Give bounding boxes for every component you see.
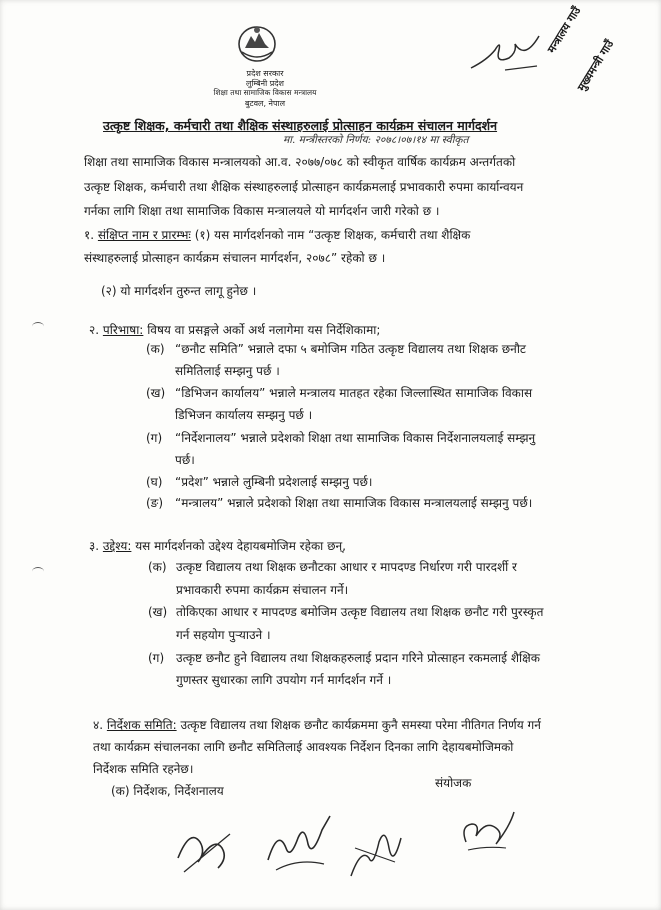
section-1-text: (१) यस मार्गदर्शनको नाम “उत्कृष्ट शिक्षक, कर्मचारी तथा शैक्षिक [194, 228, 471, 242]
section-1-line: संस्थाहरुलाई प्रोत्साहन कार्यक्रम संचालन मार्गदर्शन, २०७८” रहेको छ । [84, 251, 386, 265]
definition-label: (घ) [146, 475, 163, 489]
section-4-number: ४. [93, 718, 104, 732]
section-2-intro: विषय वा प्रसङ्गले अर्को अर्थ नलागेमा यस निर्देशिकामा; [147, 323, 381, 337]
seal-line: बुटवल, नेपाल [244, 99, 286, 108]
signature-4 [456, 806, 521, 861]
definition-text: “मन्त्रालय” भन्नाले प्रदेशको शिक्षा तथा सामाजिक विकास मन्त्रालयलाई सम्झनु पर्छ। [175, 496, 533, 510]
section-4-line: तथा कार्यक्रम संचालनका लागि छनौट समितिलाई आवश्यक निर्देशन दिनका लागि देहायबमोजिमको [93, 740, 514, 754]
objective-text: उत्कृष्ट विद्यालय तथा शिक्षक छनौटका आधार र मापदण्ड निर्धारण गरी पारदर्शी र [176, 560, 517, 574]
seal-line: शिक्षा तथा सामाजिक विकास मन्त्रालय [213, 88, 317, 97]
section-3-line [89, 536, 346, 556]
document-title: उत्कृष्ट शिक्षक, कर्मचारी तथा शैक्षिक संस्थाहरुलाई प्रोत्साहन कार्यक्रम संचालन मार्गदर्शन [103, 118, 498, 133]
section-4-line: निर्देशक समिति रहनेछ। [93, 762, 194, 776]
objective-text: तोकिएका आधार र मापदण्ड बमोजिम उत्कृष्ट विद्यालय तथा शिक्षक छनौट गरी पुरस्कृत [176, 605, 544, 619]
section-1-number: १. [84, 228, 95, 242]
definition-text: “प्रदेश” भन्नाले लुम्बिनी प्रदेशलाई सम्झनु पर्छ। [175, 475, 373, 489]
definition-text: पर्छ। [175, 453, 195, 467]
objective-text: गर्न सहयोग पुऱ्याउने । [176, 628, 271, 642]
seal-line: लुम्बिनी प्रदेश [246, 79, 284, 88]
signature-top-right [465, 30, 545, 80]
stamp-line: मन्त्रालय गाउँ [544, 4, 584, 56]
seal-line: प्रदेश सरकार [246, 69, 284, 78]
section-3-heading: उद्देश्य: [102, 539, 132, 553]
approval-stamp [534, 4, 654, 100]
objective-text: गुणस्तर सुधारका लागि उपयोग गर्न मार्गदर्शन गर्ने । [176, 673, 392, 687]
objective-label: (क) [148, 560, 167, 574]
objective-text: उत्कृष्ट छनौट हुने विद्यालय तथा शिक्षकहरुलाई प्रदान गरिने प्रोत्साहन रकमलाई शैक्षिक [176, 651, 540, 665]
section-4-heading: निर्देशक समिति: [106, 718, 177, 732]
government-seal-emblem [228, 22, 286, 68]
definition-label: (ङ) [146, 496, 164, 510]
definition-text: समितिलाई सम्झनु पर्छ । [175, 364, 280, 378]
section-1-heading: संक्षिप्त नाम र प्रारम्भः [97, 228, 191, 242]
section-4-text: उत्कृष्ट विद्यालय तथा शिक्षक छनौट कार्यक्रममा कुनै समस्या परेमा नीतिगत निर्णय गर्न [180, 718, 541, 732]
punch-hole-mark [32, 567, 44, 576]
section-4-line [93, 715, 541, 735]
definition-text: डिभिजन कार्यालय सम्झनु पर्छ । [175, 408, 313, 422]
objective-label: (ग) [148, 651, 165, 665]
punch-hole-mark [32, 322, 44, 331]
section-2-heading: परिभाषा: [102, 323, 144, 337]
stamp-line: मुख्यमन्त्री गाउँ [574, 37, 617, 94]
objective-label: (ख) [148, 605, 168, 619]
intro-line: उत्कृष्ट शिक्षक, कर्मचारी तथा शैक्षिक संस्थाहरुलाई प्रोत्साहन कार्यक्रमलाई प्रभावकारी रुपमा कार्यान्वयन [84, 180, 524, 194]
intro-line: शिक्षा तथा सामाजिक विकास मन्त्रालयको आ.व. २०७७/०७८ को स्वीकृत वार्षिक कार्यक्रम अन्तर्गतको [84, 155, 516, 169]
section-3-number: ३. [89, 539, 100, 553]
section-2-line [89, 320, 380, 340]
signature-2 [258, 808, 338, 878]
definition-label: (ख) [146, 386, 166, 400]
definition-label: (क) [146, 342, 165, 356]
committee-member: (क) निर्देशक, निर्देशनालय [111, 784, 224, 798]
section-2-number: २. [89, 323, 100, 337]
committee-role: संयोजक [435, 776, 472, 790]
section-3-intro: यस मार्गदर्शनको उद्देश्य देहायबमोजिम रहेका छन्, [135, 539, 346, 553]
section-1-line [84, 225, 470, 245]
definition-text: “छनौट समिति” भन्नाले दफा ५ बमोजिम गठित उत्कृष्ट विद्यालय तथा शिक्षक छनौट [175, 342, 526, 356]
section-1-subclause: (२) यो मार्गदर्शन तुरुन्त लागू हुनेछ । [101, 284, 257, 298]
objective-text: प्रभावकारी रुपमा कार्यक्रम संचालन गर्ने। [176, 583, 349, 597]
handwritten-approval-note: मा. मन्त्रीस्तरको निर्णय: २०७८।०७।१४ मा स्वीकृत [283, 134, 469, 146]
signature-3 [345, 818, 405, 888]
definition-label: (ग) [146, 431, 163, 445]
intro-line: गर्नका लागि शिक्षा तथा सामाजिक विकास मन्त्रालयले यो मार्गदर्शन जारी गरेको छ । [84, 204, 440, 218]
definition-text: “डिभिजन कार्यालय” भन्नाले मन्त्रालय मातहत रहेका जिल्लास्थित सामाजिक विकास [175, 386, 533, 400]
signature-1 [170, 818, 240, 878]
definition-text: “निर्देशनालय” भन्नाले प्रदेशको शिक्षा तथा सामाजिक विकास निर्देशनालयलाई सम्झनु [175, 431, 536, 445]
